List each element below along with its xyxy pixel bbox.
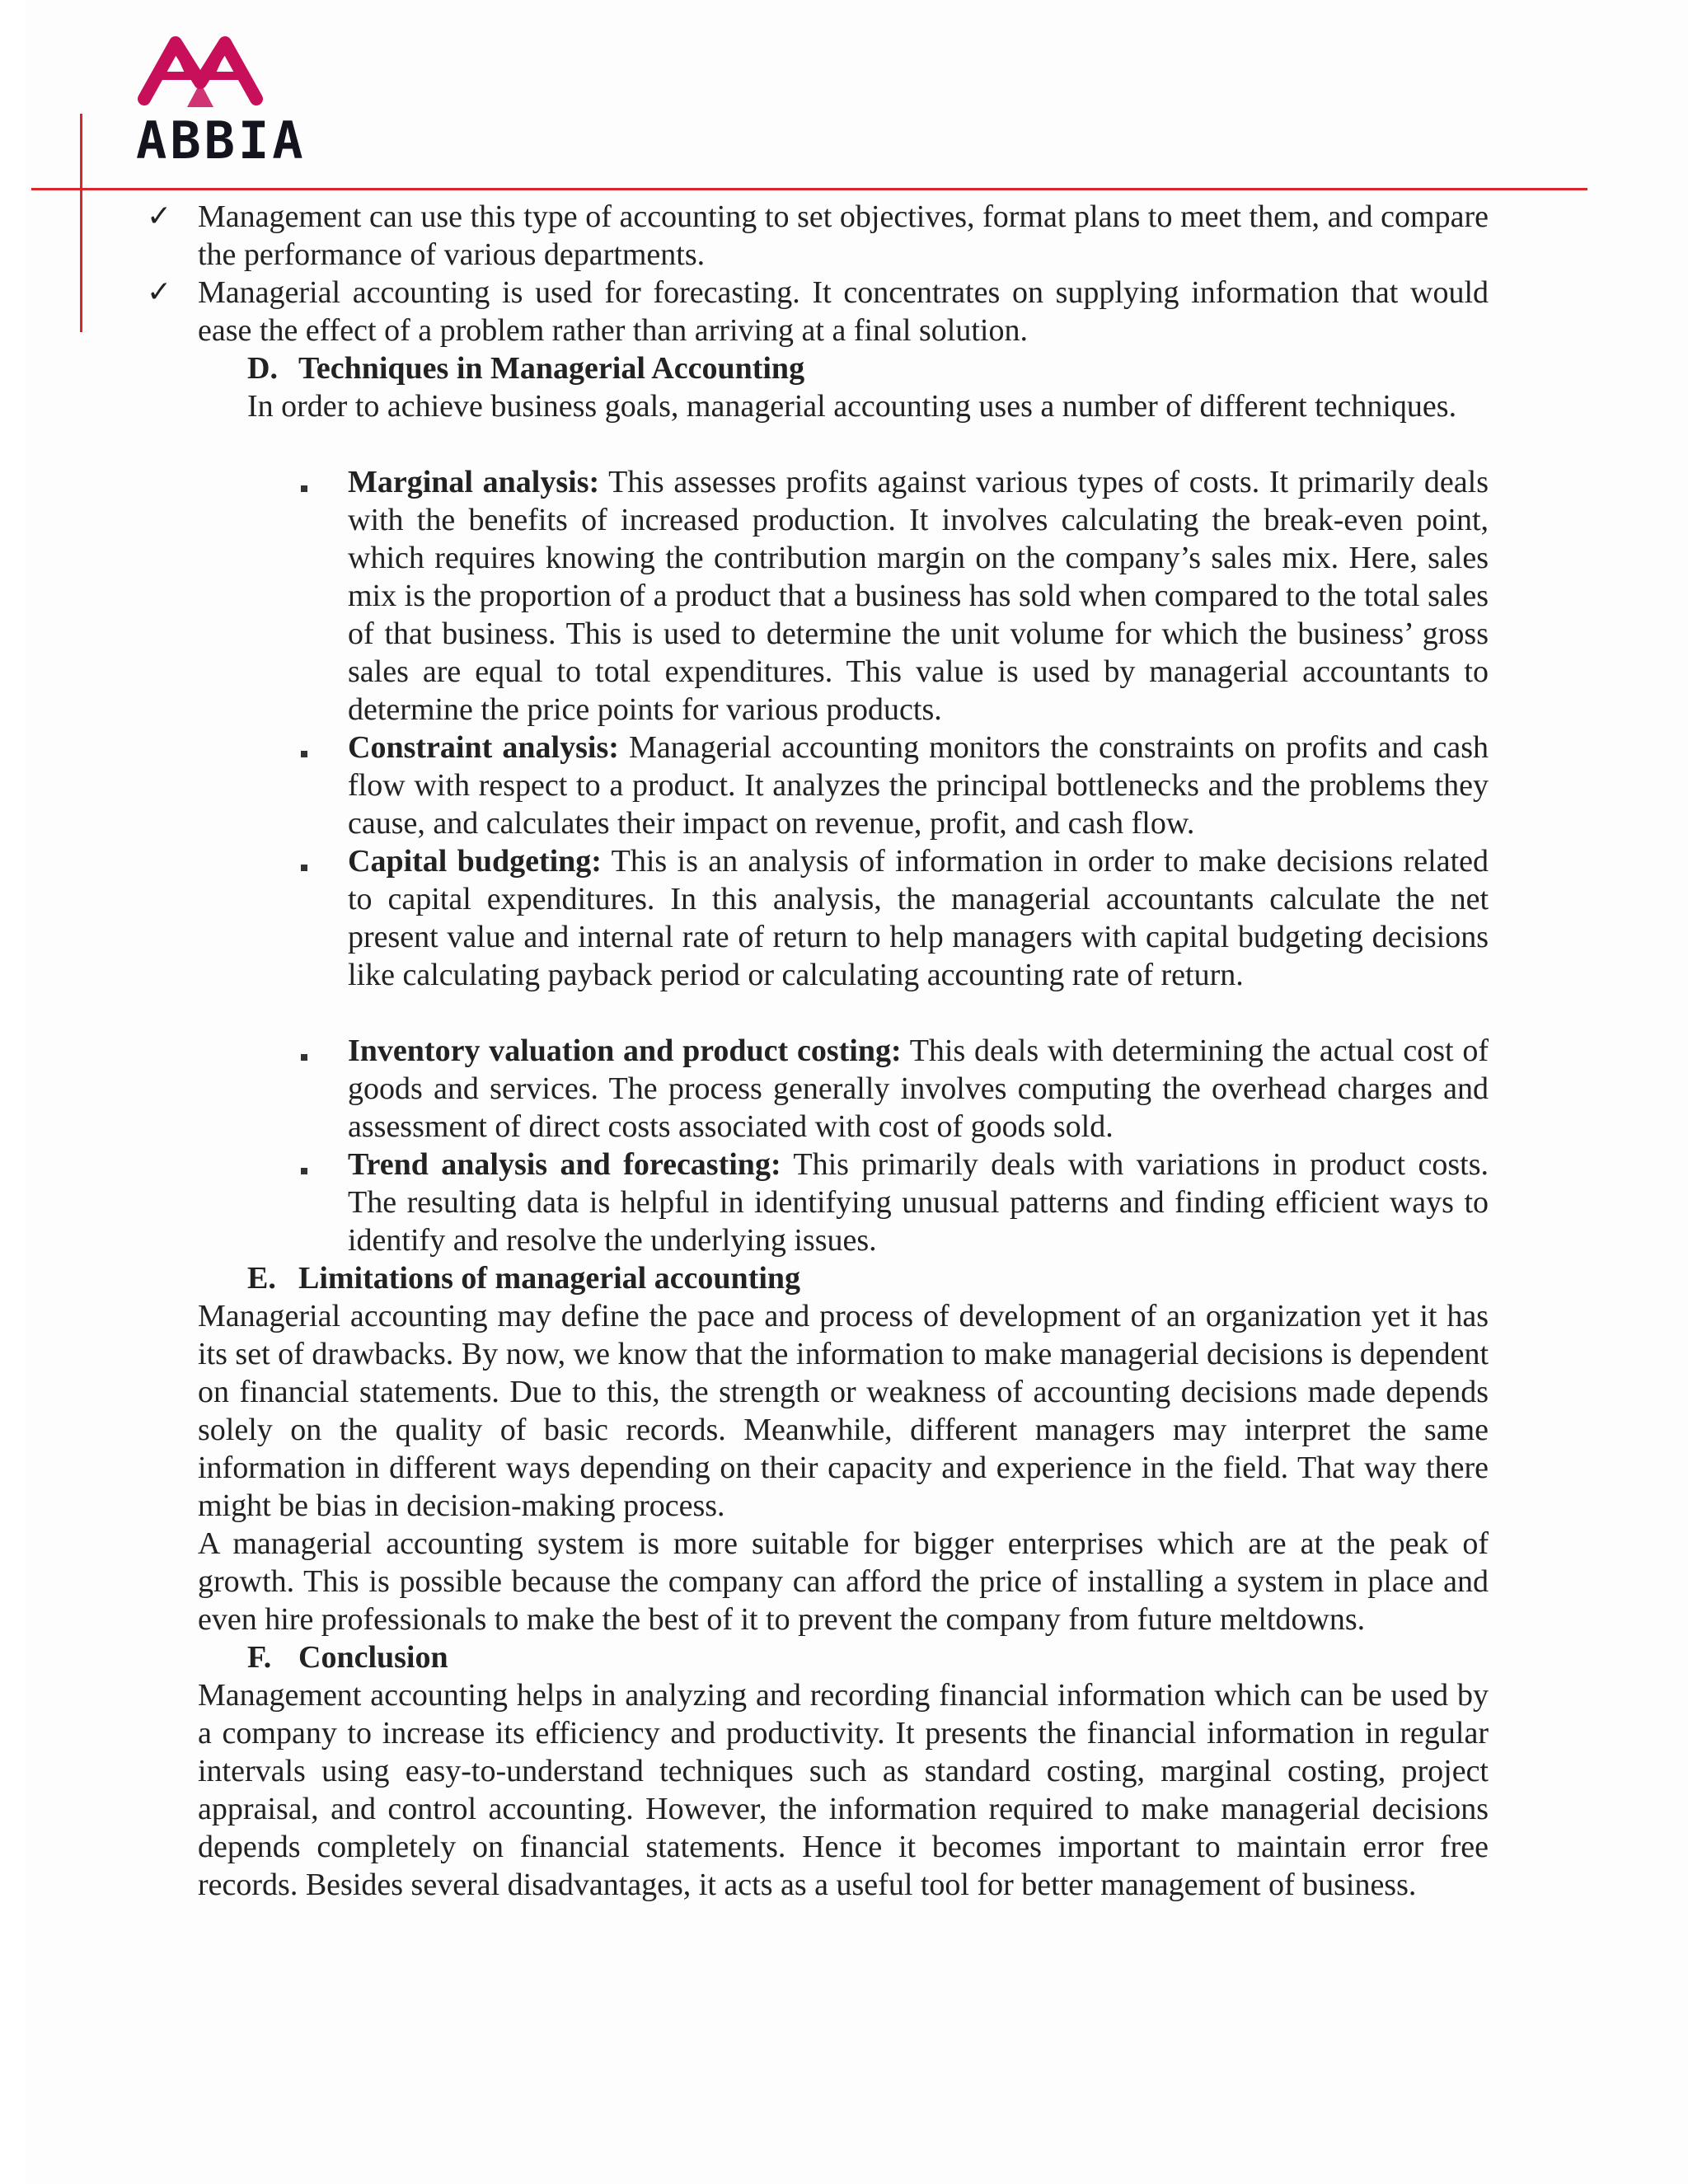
checklist-text: Management can use this type of accounting to set objectives, format plans to meet them, and compare the performance of various departments. bbox=[198, 199, 1489, 272]
technique-item bbox=[348, 842, 1489, 994]
section-letter: D. bbox=[247, 351, 278, 386]
checkmark-icon: ✓ bbox=[147, 199, 172, 233]
technique-item bbox=[348, 729, 1489, 842]
header-rule bbox=[31, 188, 1587, 190]
technique-term: Marginal analysis: bbox=[348, 465, 600, 499]
technique-text: This primarily deals with variations in product costs. The resulting data is helpful in identifying unusual patterns and finding efficient ways to identify and resolve the underlying issues. bbox=[348, 1147, 1489, 1258]
logo-wordmark: ABBIA bbox=[136, 110, 307, 171]
section-d-heading bbox=[247, 349, 804, 387]
section-title: Limitations of managerial accounting bbox=[298, 1261, 801, 1296]
section-title: Conclusion bbox=[298, 1640, 448, 1675]
technique-text: This is an analysis of information in order to make decisions related to capital expenditures. In this analysis, the managerial accountants calculate the net present value and internal rate of return to help managers with capital budgeting decisions like calculating payback period or calculating accounting rate of return. bbox=[348, 844, 1489, 992]
bullet-icon bbox=[301, 1168, 307, 1174]
abbia-mountain-icon bbox=[136, 25, 284, 115]
section-letter: E. bbox=[247, 1261, 276, 1296]
technique-text: This assesses profits against various types of costs. It primarily deals with the benefits of increased production. It involves calculating the break-even point, which requires knowing the contribution margin on the company’s sales mix. Here, sales mix is the proportion of a product that a business has sold when compared to the total sales of that business. This is used to determine the unit volume for which the business’ gross sales are equal to total expenditures. This value is used by managerial accountants to determine the price points for various products. bbox=[348, 465, 1489, 727]
bullet-icon bbox=[301, 865, 307, 871]
section-letter: F. bbox=[247, 1640, 272, 1675]
bullet-icon bbox=[301, 485, 307, 492]
technique-text: Managerial accounting monitors the constraints on profits and cash flow with respect to a product. It analyzes the principal bottlenecks and the problems they cause, and calculates their impact on revenue, profit, and cash flow. bbox=[348, 730, 1489, 841]
technique-item bbox=[348, 1032, 1489, 1146]
checklist-item bbox=[147, 198, 1489, 274]
section-d-intro: In order to achieve business goals, managerial accounting uses a number of different techniques. bbox=[247, 389, 1457, 424]
checkmark-icon: ✓ bbox=[147, 275, 172, 309]
technique-term: Trend analysis and forecasting: bbox=[348, 1147, 781, 1182]
section-f-heading bbox=[247, 1638, 448, 1676]
checklist-text: Managerial accounting is used for forecasting. It concentrates on supplying information that would ease the effect of a problem rather than arriving at a final solution. bbox=[198, 275, 1489, 348]
abbia-logo bbox=[136, 25, 383, 169]
technique-text: This deals with determining the actual cost of goods and services. The process generally involves computing the overhead charges and assessment of direct costs associated with cost of goods sold. bbox=[348, 1033, 1489, 1144]
paragraph: Management accounting helps in analyzing and recording financial information which can be used by a company to increase its efficiency and productivity. It presents the financial information in regular intervals using easy-to-understand techniques such as standard costing, marginal costing, project appraisal, and control accounting. However, the information required to make managerial decisions depends completely on financial statements. Hence it becomes important to maintain error free records. Besides several disadvantages, it acts as a useful tool for better management of business. bbox=[198, 1678, 1489, 1902]
section-e-heading bbox=[247, 1259, 800, 1297]
technique-item bbox=[348, 463, 1489, 729]
margin-rule bbox=[80, 114, 82, 332]
technique-term: Capital budgeting: bbox=[348, 844, 602, 879]
technique-term: Constraint analysis: bbox=[348, 730, 619, 765]
technique-term: Inventory valuation and product costing: bbox=[348, 1033, 902, 1068]
paragraph: A managerial accounting system is more suitable for bigger enterprises which are at the peak of growth. This is possible because the company can afford the price of installing a system in place and even hire professionals to make the best of it to prevent the company from future meltdowns. bbox=[198, 1526, 1489, 1637]
paragraph: Managerial accounting may define the pace and process of development of an organization yet it has its set of drawbacks. By now, we know that the information to make managerial decisions is dependent on financial statements. Due to this, the strength or weakness of accounting decisions made depends solely on the quality of basic records. Meanwhile, different managers may interpret the same information in different ways depending on their capacity and experience in the field. That way there might be bias in decision-making process. bbox=[198, 1299, 1489, 1523]
bullet-icon bbox=[301, 1054, 307, 1061]
section-title: Techniques in Managerial Accounting bbox=[298, 351, 805, 386]
bullet-icon bbox=[301, 751, 307, 757]
checklist-item bbox=[147, 274, 1489, 349]
technique-item bbox=[348, 1146, 1489, 1259]
